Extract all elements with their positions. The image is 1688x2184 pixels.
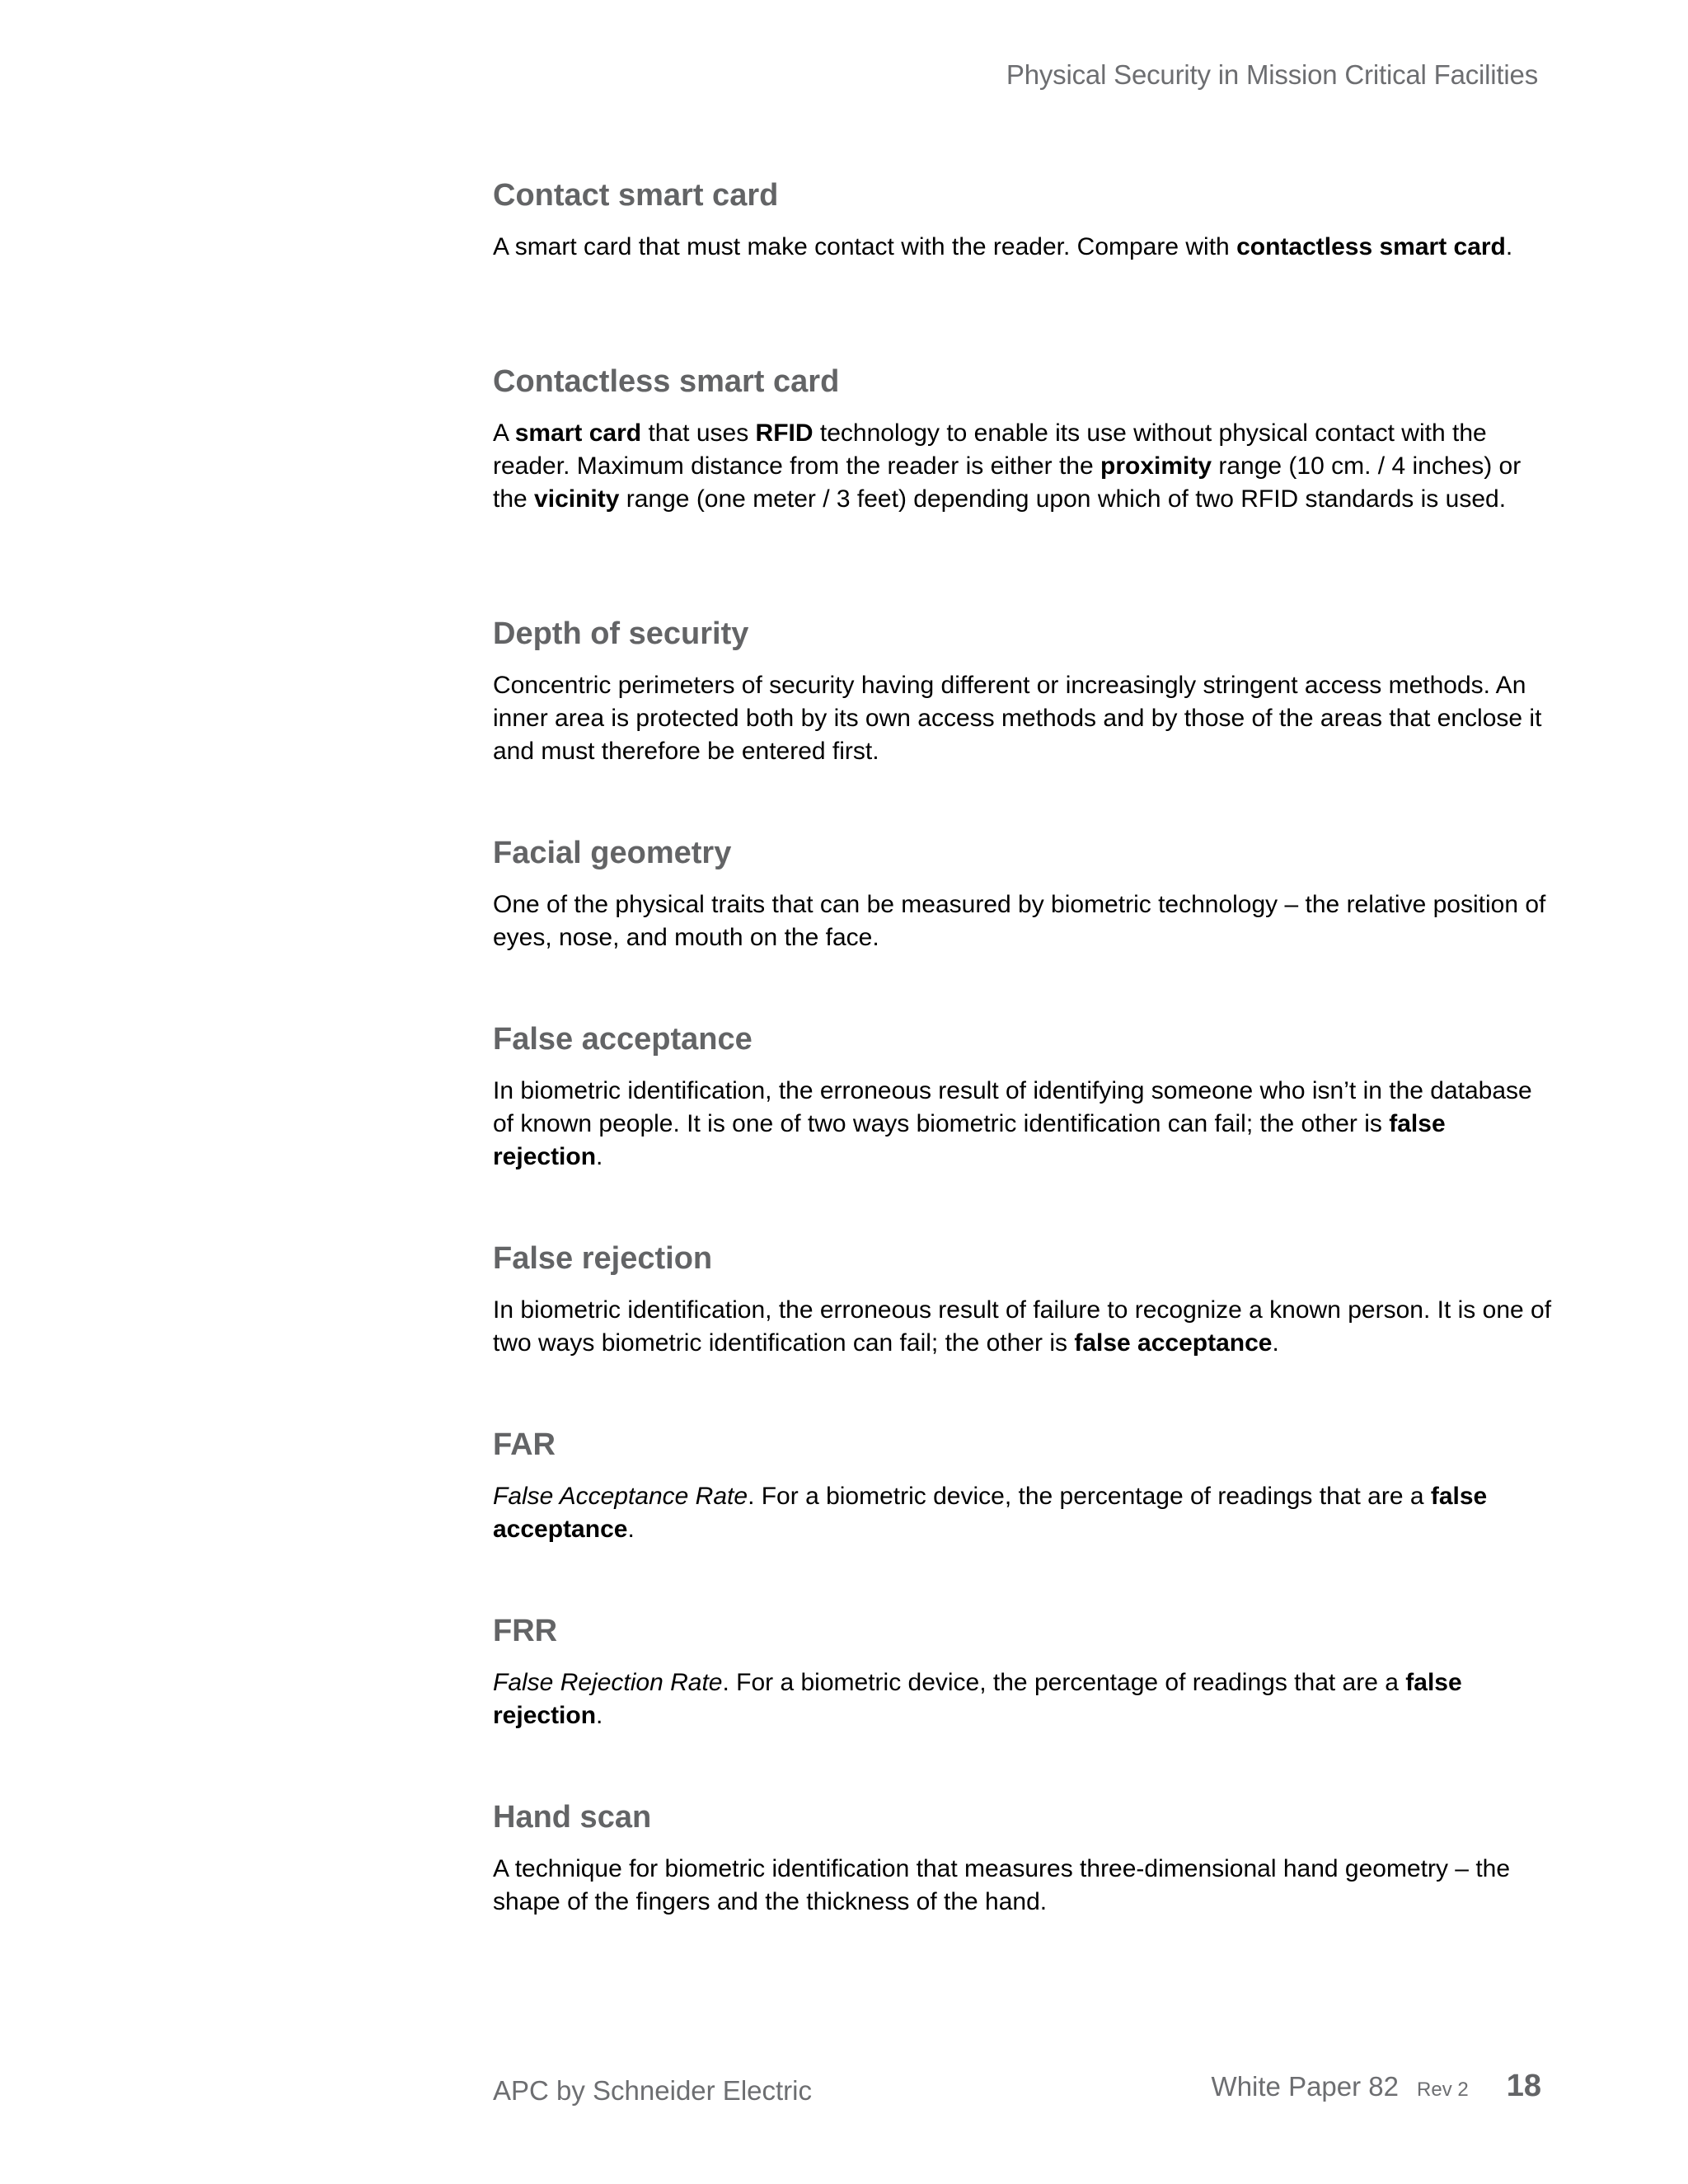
glossary-cross-reference: contactless smart card [1236,233,1506,260]
glossary-definition [493,1294,1556,1360]
definition-text: In biometric identification, the erroneous result of failure to recognize a known person. It is one of two ways biometric identification can fail; the other is [493,1296,1552,1357]
glossary-definition [493,888,1556,954]
glossary-term: FRR [493,1614,558,1648]
glossary-term: False acceptance [493,1022,753,1057]
definition-text: A technique for biometric identification that measures three-dimensional hand geometry – the shape of the fingers and the thickness of the hand. [493,1855,1511,1915]
glossary-entry [493,613,1556,832]
definition-text: In biometric identification, the erroneous result of identifying someone who isn’t in the database of known people. It is one of two ways biometric identification can fail; the other is [493,1077,1532,1137]
glossary-term: Depth of security [493,616,749,651]
glossary-term: Contact smart card [493,178,779,213]
glossary-cross-reference: vicinity [534,485,620,513]
definition-text: Concentric perimeters of security having different or increasingly stringent access methods. An inner area is protected both by its own access methods and by those of the areas that enclose it and must therefore be entered first. [493,672,1542,765]
glossary-definition [493,669,1556,768]
glossary-term: FAR [493,1427,556,1462]
footer-document-info [1212,2069,1541,2104]
glossary-entry [493,1424,1556,1610]
glossary-entry [493,1797,1556,1983]
glossary-definition [493,231,1556,264]
glossary-entry [493,361,1556,613]
glossary-cross-reference: false acceptance [1074,1329,1273,1357]
glossary-entry [493,832,1556,1019]
glossary-cross-reference: proximity [1100,452,1212,480]
definition-text: range (10 cm. / 4 inches) or the [493,452,1522,513]
glossary-definition [493,1480,1556,1546]
glossary-cross-reference: false rejection [493,1110,1446,1170]
definition-text: . [1272,1329,1279,1357]
definition-text: . [596,1702,603,1729]
glossary-cross-reference: smart card [514,419,642,447]
definition-text: . [596,1143,603,1170]
glossary-definition [493,1853,1556,1919]
definition-text: that uses [641,419,756,447]
glossary-entry [493,1238,1556,1424]
glossary-term: Facial geometry [493,836,732,870]
definition-text: One of the physical traits that can be measured by biometric technology – the relative position of eyes, nose, and mouth on the face. [493,891,1546,951]
footer-revision: Rev 2 [1417,2079,1469,2101]
glossary-cross-reference: false rejection [493,1669,1462,1729]
glossary-term: False rejection [493,1241,713,1276]
glossary-cross-reference: false acceptance [493,1483,1488,1543]
footer-document-title: White Paper 82 [1211,2071,1400,2102]
glossary-entry [493,1610,1556,1797]
footer-publisher: APC by Schneider Electric [493,2075,812,2106]
glossary-cross-reference: RFID [755,419,814,447]
glossary-definition [493,1075,1556,1174]
definition-text: . For a biometric device, the percentage of readings that are a [748,1483,1431,1510]
definition-text: . For a biometric device, the percentage of readings that are a [722,1669,1406,1696]
definition-text: A [493,419,515,447]
glossary-expansion: False Acceptance Rate [493,1483,748,1510]
definition-text: . [627,1516,635,1543]
definition-text: . [1505,233,1513,260]
page-number: 18 [1506,2069,1541,2103]
glossary [493,175,1556,1983]
definition-text: range (one meter / 3 feet) depending upon which of two RFID standards is used. [619,485,1507,513]
running-header: Physical Security in Mission Critical Facilities [1006,59,1538,90]
definition-text: A smart card that must make contact with the reader. Compare with [493,233,1237,260]
glossary-entry [493,1019,1556,1238]
glossary-definition [493,417,1556,516]
definition-text: technology to enable its use without physical contact with the reader. Maximum distance from the reader is either the [493,419,1487,480]
glossary-expansion: False Rejection Rate [493,1669,723,1696]
glossary-entry [493,175,1556,361]
glossary-definition [493,1666,1556,1732]
glossary-term: Contactless smart card [493,364,840,399]
glossary-term: Hand scan [493,1800,652,1835]
